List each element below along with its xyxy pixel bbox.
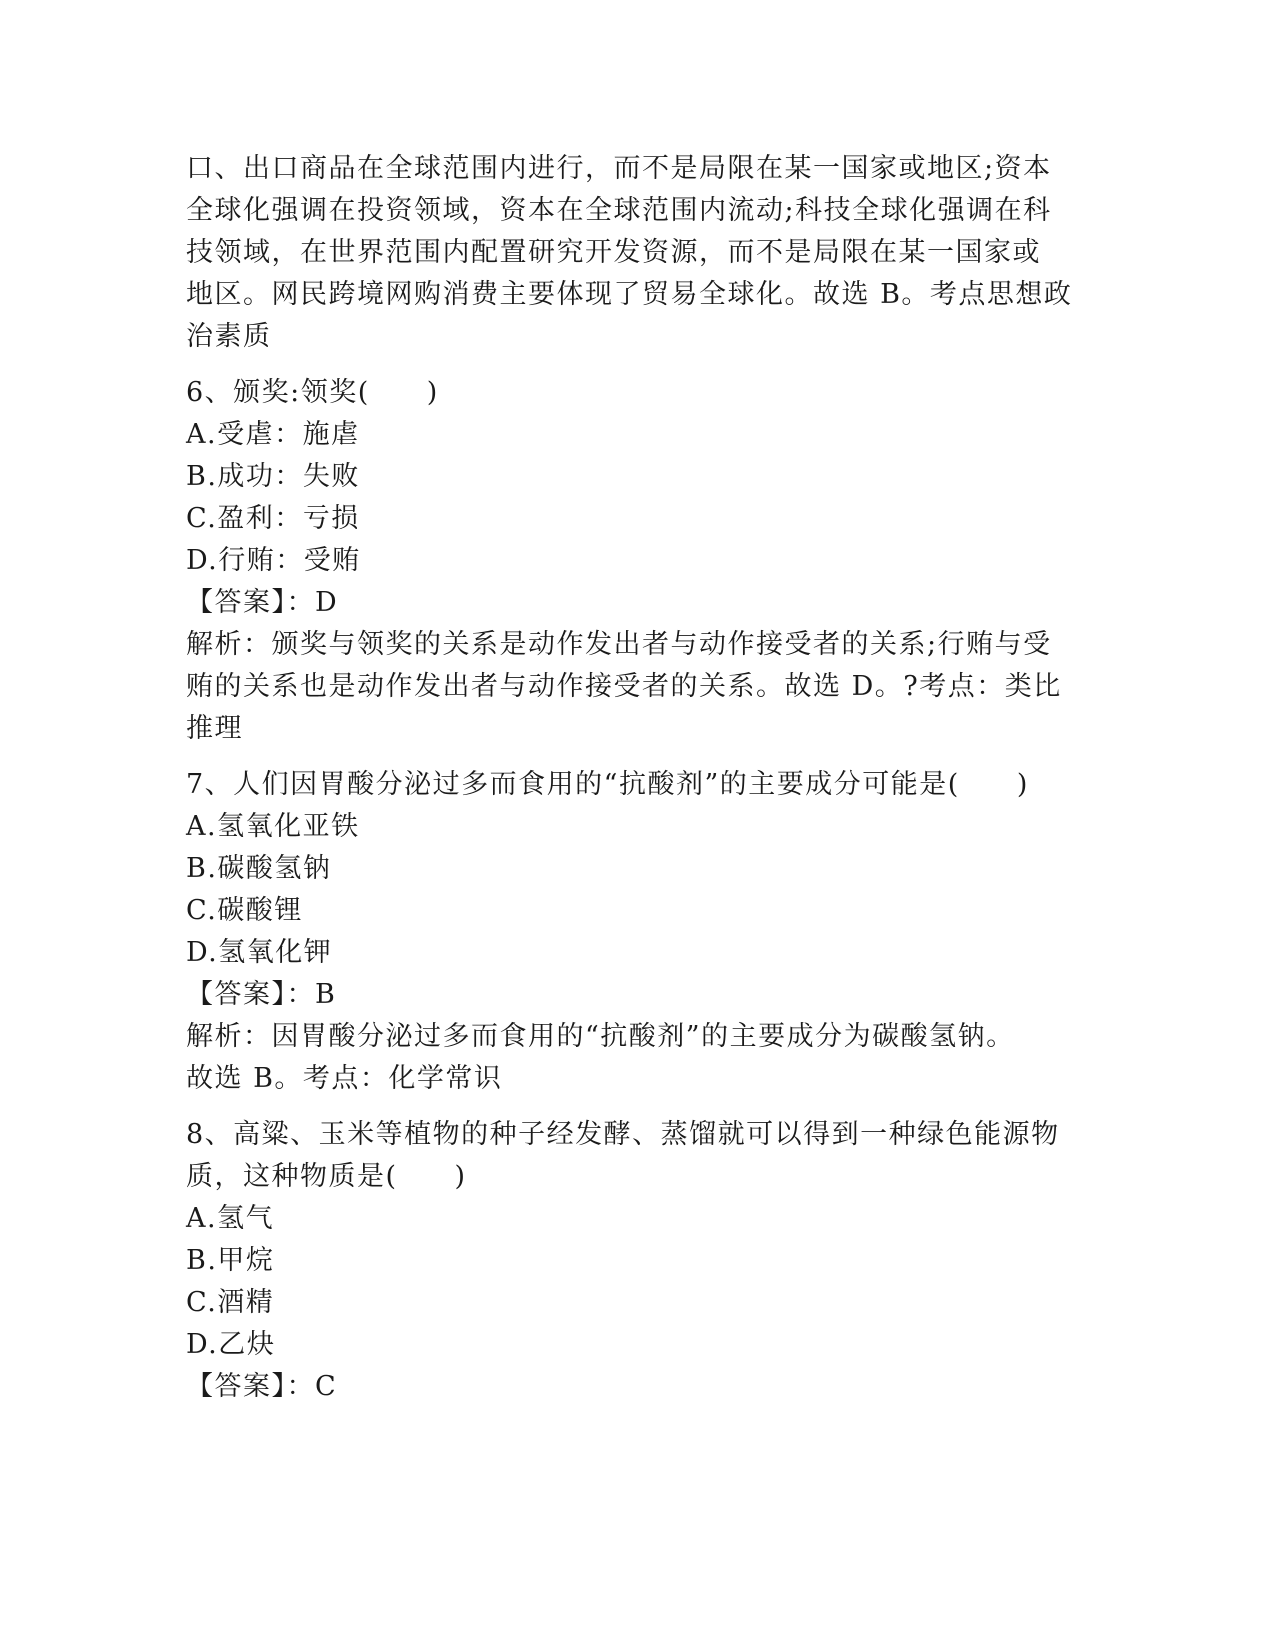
analysis-line: 解析：因胃酸分泌过多而食用的“抗酸剂”的主要成分为碳酸氢钠。 <box>186 1021 1015 1052</box>
option-a: A.受虐：施虐 <box>186 419 360 450</box>
text-line: 地区。网民跨境网购消费主要体现了贸易全球化。故选 B。考点思想政 <box>186 279 1073 310</box>
text-line: 技领域，在世界范围内配置研究开发资源，而不是局限在某一国家或 <box>186 237 1041 268</box>
answer: 【答案】：D <box>186 587 339 618</box>
analysis-line: 解析：颁奖与领奖的关系是动作发出者与动作接受者的关系;行贿与受 <box>186 629 1052 660</box>
text-line: 全球化强调在投资领域，资本在全球范围内流动;科技全球化强调在科 <box>186 195 1052 226</box>
option-c: C.盈利：亏损 <box>186 503 360 534</box>
option-c: C.酒精 <box>186 1287 275 1318</box>
option-a: A.氢氧化亚铁 <box>186 811 360 842</box>
option-b: B.碳酸氢钠 <box>186 853 332 884</box>
option-d: D.行贿：受贿 <box>186 545 361 576</box>
analysis-line: 故选 B。考点：化学常识 <box>186 1063 503 1094</box>
analysis-line: 贿的关系也是动作发出者与动作接受者的关系。故选 D。?考点：类比 <box>186 671 1062 702</box>
question-text: 8、高粱、玉米等植物的种子经发酵、蒸馏就可以得到一种绿色能源物 <box>186 1119 1060 1150</box>
option-b: B.甲烷 <box>186 1245 275 1276</box>
question-text: 质，这种物质是( ) <box>186 1161 467 1192</box>
text-line: 口、出口商品在全球范围内进行，而不是局限在某一国家或地区;资本 <box>186 153 1052 184</box>
question-8 <box>186 1114 1086 1408</box>
option-a: A.氢气 <box>186 1203 275 1234</box>
analysis-line: 推理 <box>186 713 243 744</box>
question-7 <box>186 764 1086 1100</box>
question-text: 7、人们因胃酸分泌过多而食用的“抗酸剂”的主要成分可能是( ) <box>186 769 1029 800</box>
option-c: C.碳酸锂 <box>186 895 303 926</box>
question-6 <box>186 372 1086 750</box>
option-b: B.成功：失败 <box>186 461 360 492</box>
intro-paragraph <box>186 148 1086 358</box>
option-d: D.乙炔 <box>186 1329 276 1360</box>
question-text: 6、颁奖:领奖( ) <box>186 377 439 408</box>
answer: 【答案】：C <box>186 1371 338 1402</box>
answer: 【答案】：B <box>186 979 337 1010</box>
option-d: D.氢氧化钾 <box>186 937 333 968</box>
text-line: 治素质 <box>186 321 272 352</box>
document-page <box>186 148 1086 1408</box>
